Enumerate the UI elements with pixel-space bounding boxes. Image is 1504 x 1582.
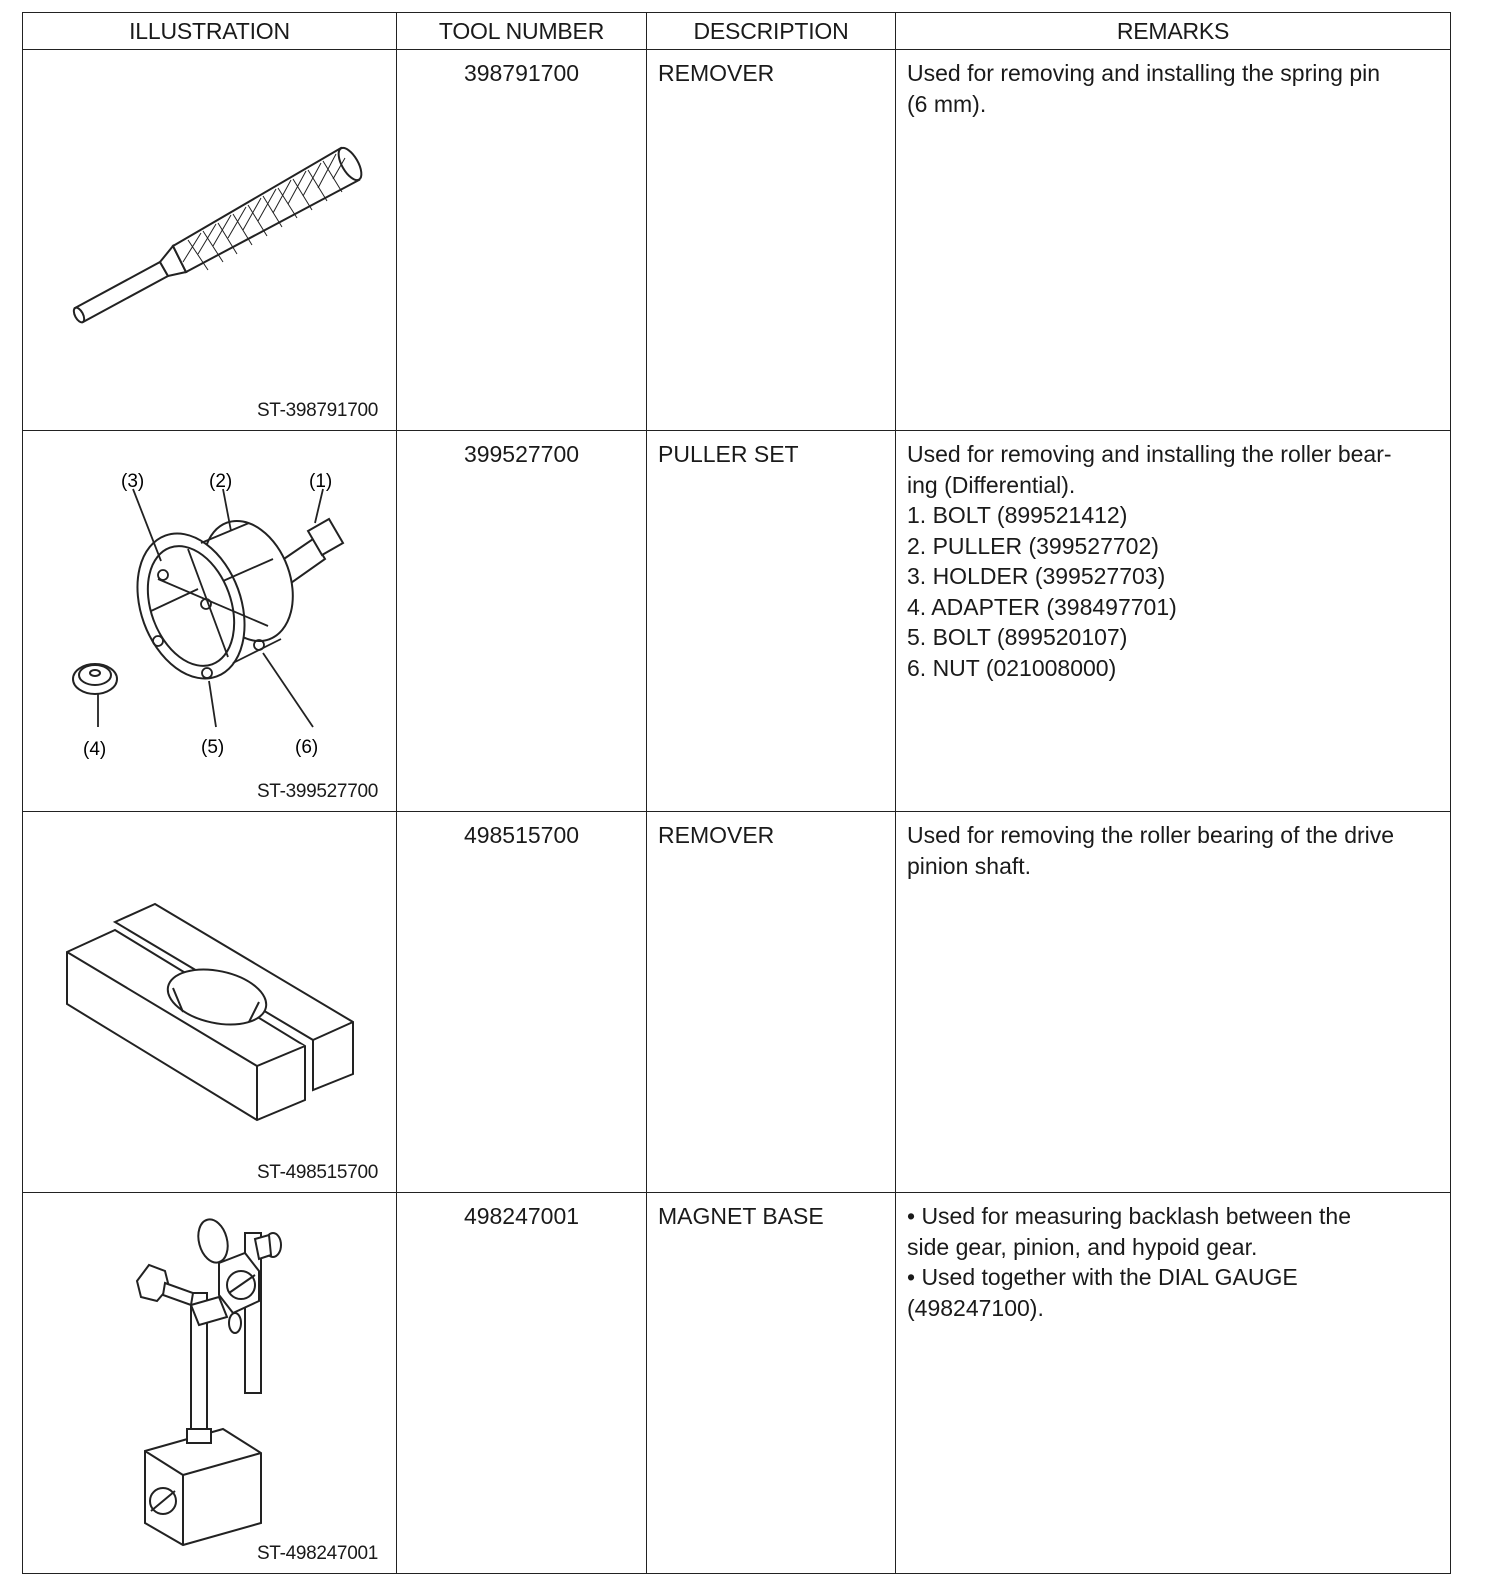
callout-1: (1)	[309, 471, 333, 492]
description-cell	[647, 812, 896, 1193]
description: PULLER SET	[658, 441, 799, 467]
header-row	[23, 13, 1451, 50]
description: REMOVER	[658, 822, 775, 848]
header-remarks: REMARKS	[896, 13, 1451, 50]
callout-5: (5)	[201, 737, 225, 758]
table-row	[23, 812, 1451, 1193]
callout-6: (6)	[295, 737, 319, 758]
remarks-line: 5. BOLT (899520107)	[907, 624, 1128, 650]
callout-3: (3)	[121, 471, 145, 492]
description: MAGNET BASE	[658, 1203, 824, 1229]
tool-number-cell	[397, 1193, 647, 1574]
description: REMOVER	[658, 60, 775, 86]
header-illustration: ILLUSTRATION	[23, 13, 397, 50]
magnet-base-illustration	[23, 1193, 397, 1565]
remarks-line: • Used together with the DIAL GAUGE	[907, 1264, 1298, 1290]
tool-number: 399527700	[463, 441, 580, 467]
illustration-cell	[23, 1193, 397, 1574]
remarks-line: (6 mm).	[907, 90, 987, 117]
description-cell	[647, 1193, 896, 1574]
tool-number-cell	[397, 431, 647, 812]
remarks-line: (498247100).	[907, 1294, 1044, 1321]
remarks-cell	[896, 1193, 1451, 1574]
remarks-line: 1. BOLT (899521412)	[907, 502, 1128, 528]
remarks-line: Used for removing and installing the spring pin	[907, 60, 1381, 86]
remarks-line: side gear, pinion, and hypoid gear.	[907, 1233, 1258, 1260]
remarks-cell	[896, 431, 1451, 812]
callout-4: (4)	[83, 739, 107, 760]
tool-number-cell	[397, 50, 647, 431]
table-row	[23, 1193, 1451, 1574]
illustration-cell	[23, 812, 397, 1193]
tool-number-cell	[397, 812, 647, 1193]
remarks-line: pinion shaft.	[907, 852, 1032, 879]
pin-punch-illustration	[23, 50, 397, 422]
remarks-line: Used for removing and installing the roller bear-	[907, 441, 1392, 467]
header-tool-number: TOOL NUMBER	[397, 13, 647, 50]
illustration-code: ST-498247001	[256, 1543, 378, 1564]
tool-number: 498247001	[463, 1203, 580, 1229]
callout-2: (2)	[209, 471, 233, 492]
remarks-line: 4. ADAPTER (398497701)	[907, 593, 1177, 620]
illustration-cell	[23, 50, 397, 431]
split-block-remover-illustration	[23, 812, 397, 1184]
description-cell	[647, 431, 896, 812]
remarks-line: 2. PULLER (399527702)	[907, 532, 1159, 559]
tool-number: 498515700	[463, 822, 580, 848]
remarks-cell	[896, 50, 1451, 431]
illustration-cell	[23, 431, 397, 812]
remarks-line: • Used for measuring backlash between the	[907, 1203, 1352, 1229]
description-cell	[647, 50, 896, 431]
remarks-line: 3. HOLDER (399527703)	[907, 563, 1166, 589]
special-tools-table	[22, 12, 1451, 1574]
remarks-line: 6. NUT (021008000)	[907, 654, 1117, 681]
header-description: DESCRIPTION	[647, 13, 896, 50]
table-row	[23, 431, 1451, 812]
illustration-code: ST-399527700	[256, 781, 378, 802]
remarks-line: ing (Differential).	[907, 471, 1076, 498]
tool-number: 398791700	[463, 60, 580, 86]
puller-set-illustration	[23, 431, 397, 803]
remarks-line: Used for removing the roller bearing of the drive	[907, 822, 1395, 848]
illustration-code: ST-398791700	[256, 400, 378, 421]
illustration-code: ST-498515700	[256, 1162, 378, 1183]
table-row	[23, 50, 1451, 431]
remarks-cell	[896, 812, 1451, 1193]
